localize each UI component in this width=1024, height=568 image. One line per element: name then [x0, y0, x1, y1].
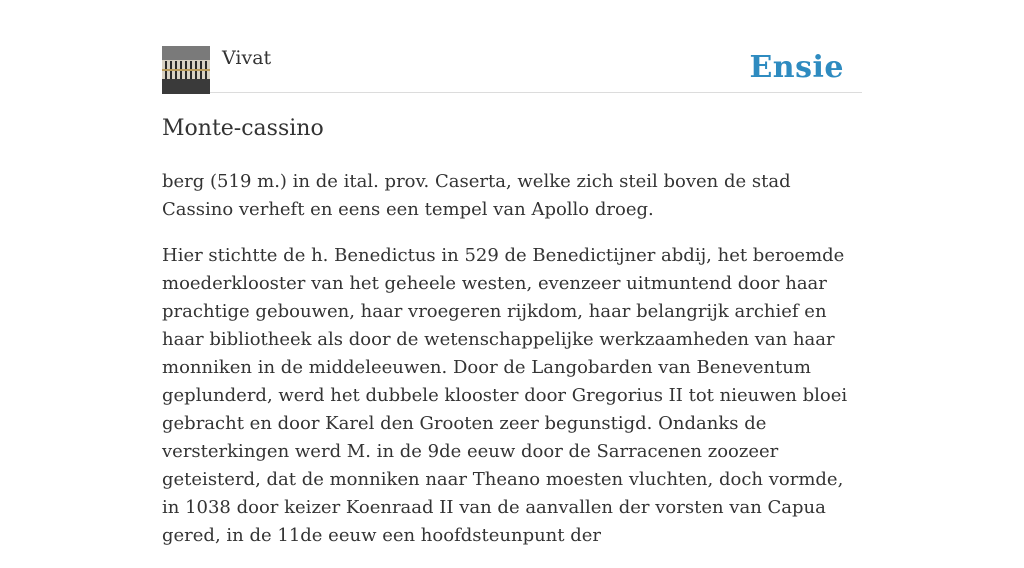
- header: [162, 46, 862, 93]
- author-name[interactable]: Vivat: [222, 47, 272, 69]
- article-body: [162, 168, 862, 568]
- avatar[interactable]: [162, 46, 210, 94]
- paragraph: Hier stichtte de h. Benedictus in 529 de Benedictijner abdij, het beroemde moederklooster van het geheele westen, evenzeer uitmuntend door haar prachtige gebouwen, haar vroegeren rijkdom, haar belangrijk archief en haar bibliotheek als door de wetenschappelijke werkzaamheden van haar monniken in de middeleeuwen. Door de Langobarden van Beneventum geplunderd, werd het dubbele klooster door Gregorius II tot nieuwen bloei gebracht en door Karel den Grooten zeer begunstigd. Ondanks de versterkingen werd M. in de 9de eeuw door de Sarracenen zoozeer geteisterd, dat de monniken naar Theano moesten vluchten, doch vormde, in 1038 door keizer Koenraad II van de aanvallen der vorsten van Capua gered, in de 11de eeuw een hoofdsteunpunt der: [162, 245, 848, 546]
- brand-logo[interactable]: Ensie: [749, 50, 844, 85]
- page-title: Monte-cassino: [162, 116, 324, 141]
- paragraph: berg (519 m.) in de ital. prov. Caserta, welke zich steil boven de stad Cassino verheft en eens een tempel van Apollo droeg.: [162, 171, 791, 220]
- avatar-image: [162, 46, 210, 94]
